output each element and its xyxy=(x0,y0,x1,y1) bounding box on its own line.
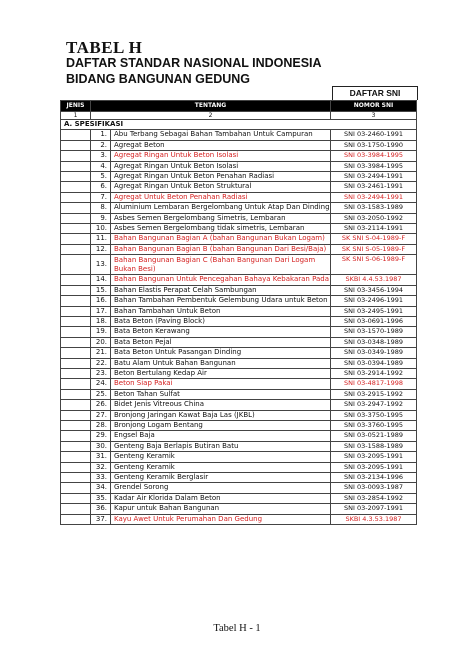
table-row xyxy=(61,452,417,462)
jenis-cell xyxy=(61,172,91,182)
table-row xyxy=(61,431,417,441)
table-row xyxy=(61,493,417,503)
row-tentang: Genteng Baja Berlapis Butiran Batu xyxy=(111,441,331,451)
table-row xyxy=(61,368,417,378)
jenis-cell xyxy=(61,368,91,378)
row-nomor-sni: SNI 03-2461-1991 xyxy=(331,182,417,192)
row-tentang: Bahan Tambahan Untuk Beton xyxy=(111,306,331,316)
row-nomor-sni: SK SNI S-06-1989-F xyxy=(331,255,417,275)
table-row xyxy=(61,151,417,161)
jenis-cell xyxy=(61,452,91,462)
row-tentang: Bronjong Logam Bentang xyxy=(111,420,331,430)
row-number: 17. xyxy=(91,306,111,316)
table-row xyxy=(61,140,417,150)
row-tentang: Bahan Bangunan Bagian B (bahan Bangunan Dari Besi/Baja) xyxy=(111,244,331,254)
row-tentang: Bahan Elastis Perapat Celah Sambungan xyxy=(111,285,331,295)
table-row xyxy=(61,389,417,399)
header-nomor: NOMOR SNI xyxy=(331,101,417,112)
row-number: 21. xyxy=(91,348,111,358)
row-number: 30. xyxy=(91,441,111,451)
page-subtitle-1: DAFTAR STANDAR NASIONAL INDONESIA xyxy=(66,56,322,70)
row-nomor-sni: SNI 03-0394-1989 xyxy=(331,358,417,368)
row-number: 6. xyxy=(91,182,111,192)
row-nomor-sni: SNI 03-0093-1987 xyxy=(331,483,417,493)
table-row xyxy=(61,161,417,171)
section-title: A. SPESIFIKASI xyxy=(61,120,417,130)
table-row xyxy=(61,285,417,295)
table-row xyxy=(61,234,417,244)
row-nomor-sni: SNI 03-2915-1992 xyxy=(331,389,417,399)
row-tentang: Agregat Beton xyxy=(111,140,331,150)
row-tentang: Bata Beton Pejal xyxy=(111,337,331,347)
row-tentang: Kapur untuk Bahan Bangunan xyxy=(111,504,331,514)
jenis-cell xyxy=(61,493,91,503)
row-number: 37. xyxy=(91,514,111,524)
row-number: 14. xyxy=(91,275,111,285)
row-nomor-sni: SNI 03-2134-1996 xyxy=(331,473,417,483)
jenis-cell xyxy=(61,234,91,244)
table-row xyxy=(61,420,417,430)
jenis-cell xyxy=(61,348,91,358)
column-number: 2 xyxy=(91,112,331,120)
table-row xyxy=(61,275,417,285)
row-nomor-sni: SNI 03-1583-1989 xyxy=(331,203,417,213)
jenis-cell xyxy=(61,358,91,368)
table-row xyxy=(61,483,417,493)
row-number: 22. xyxy=(91,358,111,368)
row-tentang: Engsel Baja xyxy=(111,431,331,441)
page-title: TABEL H xyxy=(66,38,143,57)
row-nomor-sni: SNI 03-2494-1991 xyxy=(331,192,417,202)
jenis-cell xyxy=(61,275,91,285)
row-number: 20. xyxy=(91,337,111,347)
row-number: 31. xyxy=(91,452,111,462)
row-tentang: Asbes Semen Bergelombang tidak simetris, Lembaran xyxy=(111,224,331,234)
row-tentang: Bahan Bangunan Untuk Pencegahan Bahaya Kebakaran Pada xyxy=(111,275,331,285)
row-nomor-sni: SNI 03-2496-1991 xyxy=(331,296,417,306)
table-row xyxy=(61,130,417,140)
row-nomor-sni: SNI 03-0691-1996 xyxy=(331,316,417,326)
row-nomor-sni: SNI 03-2050-1992 xyxy=(331,213,417,223)
row-nomor-sni: SNI 03-2495-1991 xyxy=(331,306,417,316)
jenis-cell xyxy=(61,296,91,306)
jenis-cell xyxy=(61,337,91,347)
row-number: 15. xyxy=(91,285,111,295)
jenis-cell xyxy=(61,504,91,514)
row-tentang: Agregat Ringan Untuk Beton Isolasi xyxy=(111,161,331,171)
jenis-cell xyxy=(61,130,91,140)
row-tentang: Batu Alam Untuk Bahan Bangunan xyxy=(111,358,331,368)
row-nomor-sni: SNI 03-1750-1990 xyxy=(331,140,417,150)
row-number: 36. xyxy=(91,504,111,514)
row-tentang: Agregat Ringan Untuk Beton Struktural xyxy=(111,182,331,192)
row-number: 12. xyxy=(91,244,111,254)
row-number: 1. xyxy=(91,130,111,140)
table-row xyxy=(61,462,417,472)
row-tentang: Kayu Awet Untuk Perumahan Dan Gedung xyxy=(111,514,331,524)
row-number: 29. xyxy=(91,431,111,441)
table-row xyxy=(61,213,417,223)
row-nomor-sni: SNI 03-3984-1995 xyxy=(331,151,417,161)
jenis-cell xyxy=(61,182,91,192)
row-nomor-sni: SNI 03-2460-1991 xyxy=(331,130,417,140)
row-tentang: Bata Beton Untuk Pasangan Dinding xyxy=(111,348,331,358)
header-tentang: TENTANG xyxy=(91,101,331,112)
row-nomor-sni: SK SNI S-04-1989-F xyxy=(331,234,417,244)
row-number: 8. xyxy=(91,203,111,213)
row-number: 28. xyxy=(91,420,111,430)
row-number: 3. xyxy=(91,151,111,161)
column-number: 3 xyxy=(331,112,417,120)
jenis-cell xyxy=(61,316,91,326)
jenis-cell xyxy=(61,389,91,399)
row-number: 35. xyxy=(91,493,111,503)
row-nomor-sni: SNI 03-2114-1991 xyxy=(331,224,417,234)
row-number: 24. xyxy=(91,379,111,389)
list-label: DAFTAR SNI xyxy=(332,86,418,100)
row-tentang: Bata Beton (Paving Block) xyxy=(111,316,331,326)
table-row xyxy=(61,441,417,451)
jenis-cell xyxy=(61,379,91,389)
sni-table xyxy=(60,100,417,525)
table-row xyxy=(61,255,417,275)
row-tentang: Agregat Ringan Untuk Beton Isolasi xyxy=(111,151,331,161)
section-row xyxy=(61,120,417,130)
row-tentang: Agregat Ringan Untuk Beton Penahan Radiasi xyxy=(111,172,331,182)
row-number: 16. xyxy=(91,296,111,306)
row-tentang: Beton Siap Pakai xyxy=(111,379,331,389)
row-number: 13. xyxy=(91,255,111,275)
row-nomor-sni: SNI 03-2914-1992 xyxy=(331,368,417,378)
row-nomor-sni: SNI 03-3750-1995 xyxy=(331,410,417,420)
jenis-cell xyxy=(61,161,91,171)
table-row xyxy=(61,327,417,337)
row-nomor-sni: SNI 03-2854-1992 xyxy=(331,493,417,503)
row-nomor-sni: SNI 03-2095-1991 xyxy=(331,452,417,462)
row-nomor-sni: SKBI 4.3.53.1987 xyxy=(331,514,417,524)
jenis-cell xyxy=(61,213,91,223)
row-nomor-sni: SKBI 4.4.53.1987 xyxy=(331,275,417,285)
jenis-cell xyxy=(61,400,91,410)
page-footer: Tabel H - 1 xyxy=(213,623,261,634)
table-header-row xyxy=(61,101,417,112)
row-tentang: Bahan Bangunan Bagian A (bahan Bangunan Bukan Logam) xyxy=(111,234,331,244)
row-nomor-sni: SNI 03-2095-1991 xyxy=(331,462,417,472)
row-nomor-sni: SNI 03-0349-1989 xyxy=(331,348,417,358)
jenis-cell xyxy=(61,224,91,234)
row-number: 34. xyxy=(91,483,111,493)
jenis-cell xyxy=(61,203,91,213)
row-nomor-sni: SNI 03-3456-1994 xyxy=(331,285,417,295)
table-row xyxy=(61,244,417,254)
table-row xyxy=(61,224,417,234)
jenis-cell xyxy=(61,327,91,337)
table-row xyxy=(61,337,417,347)
jenis-cell xyxy=(61,420,91,430)
table-row xyxy=(61,400,417,410)
row-number: 2. xyxy=(91,140,111,150)
row-nomor-sni: SNI 03-1570-1989 xyxy=(331,327,417,337)
table-row xyxy=(61,316,417,326)
jenis-cell xyxy=(61,244,91,254)
row-number: 25. xyxy=(91,389,111,399)
table-row xyxy=(61,410,417,420)
table-row xyxy=(61,504,417,514)
row-nomor-sni: SNI 03-0521-1989 xyxy=(331,431,417,441)
table-row xyxy=(61,306,417,316)
row-nomor-sni: SNI 03-1588-1989 xyxy=(331,441,417,451)
row-tentang: Beton Bertulang Kedap Air xyxy=(111,368,331,378)
jenis-cell xyxy=(61,306,91,316)
row-tentang: Bidet Jenis Vitreous China xyxy=(111,400,331,410)
row-tentang: Asbes Semen Bergelombang Simetris, Lembaran xyxy=(111,213,331,223)
row-number: 11. xyxy=(91,234,111,244)
table-row xyxy=(61,182,417,192)
jenis-cell xyxy=(61,441,91,451)
table-row xyxy=(61,358,417,368)
row-nomor-sni: SNI 03-4817-1998 xyxy=(331,379,417,389)
row-tentang: Genteng Keramik xyxy=(111,452,331,462)
table-body xyxy=(61,112,417,525)
row-tentang: Genteng Keramik xyxy=(111,462,331,472)
row-tentang: Bahan Bangunan Bagian C (Bahan Bangunan Dari Logam Bukan Besi) xyxy=(111,255,331,275)
column-number: 1 xyxy=(61,112,91,120)
row-tentang: Kadar Air Klorida Dalam Beton xyxy=(111,493,331,503)
row-number: 9. xyxy=(91,213,111,223)
table-row xyxy=(61,514,417,524)
row-nomor-sni: SNI 03-3984-1995 xyxy=(331,161,417,171)
page-subtitle-2: BIDANG BANGUNAN GEDUNG xyxy=(66,72,251,86)
row-tentang: Genteng Keramik Berglasir xyxy=(111,473,331,483)
column-number-row xyxy=(61,112,417,120)
row-number: 32. xyxy=(91,462,111,472)
jenis-cell xyxy=(61,462,91,472)
row-tentang: Abu Terbang Sebagai Bahan Tambahan Untuk Campuran xyxy=(111,130,331,140)
row-nomor-sni: SNI 03-0348-1989 xyxy=(331,337,417,347)
row-number: 4. xyxy=(91,161,111,171)
row-nomor-sni: SNI 03-2494-1991 xyxy=(331,172,417,182)
row-tentang: Beton Tahan Sulfat xyxy=(111,389,331,399)
table-row xyxy=(61,172,417,182)
row-nomor-sni: SNI 03-2947-1992 xyxy=(331,400,417,410)
row-number: 26. xyxy=(91,400,111,410)
table-row xyxy=(61,379,417,389)
row-number: 18. xyxy=(91,316,111,326)
row-tentang: Bronjong Jaringan Kawat Baja Las (JKBL) xyxy=(111,410,331,420)
jenis-cell xyxy=(61,483,91,493)
row-nomor-sni: SNI 03-3760-1995 xyxy=(331,420,417,430)
row-nomor-sni: SK SNI S-05-1989-F xyxy=(331,244,417,254)
table-row xyxy=(61,473,417,483)
row-nomor-sni: SNI 03-2097-1991 xyxy=(331,504,417,514)
row-number: 10. xyxy=(91,224,111,234)
header-jenis: JENIS xyxy=(61,101,91,112)
table-row xyxy=(61,192,417,202)
row-tentang: Aluminium Lembaran Bergelombang Untuk Atap Dan Dinding xyxy=(111,203,331,213)
row-number: 5. xyxy=(91,172,111,182)
jenis-cell xyxy=(61,410,91,420)
row-number: 33. xyxy=(91,473,111,483)
row-number: 7. xyxy=(91,192,111,202)
row-number: 23. xyxy=(91,368,111,378)
row-tentang: Agregat Untuk Beton Penahan Radiasi xyxy=(111,192,331,202)
jenis-cell xyxy=(61,255,91,275)
jenis-cell xyxy=(61,431,91,441)
jenis-cell xyxy=(61,192,91,202)
row-tentang: Bahan Tambahan Pembentuk Gelembung Udara untuk Beton xyxy=(111,296,331,306)
table-row xyxy=(61,296,417,306)
table-row xyxy=(61,203,417,213)
table-row xyxy=(61,348,417,358)
jenis-cell xyxy=(61,140,91,150)
row-tentang: Bata Beton Kerawang xyxy=(111,327,331,337)
row-number: 27. xyxy=(91,410,111,420)
jenis-cell xyxy=(61,151,91,161)
row-tentang: Grendel Sorong xyxy=(111,483,331,493)
row-number: 19. xyxy=(91,327,111,337)
jenis-cell xyxy=(61,473,91,483)
jenis-cell xyxy=(61,514,91,524)
jenis-cell xyxy=(61,285,91,295)
